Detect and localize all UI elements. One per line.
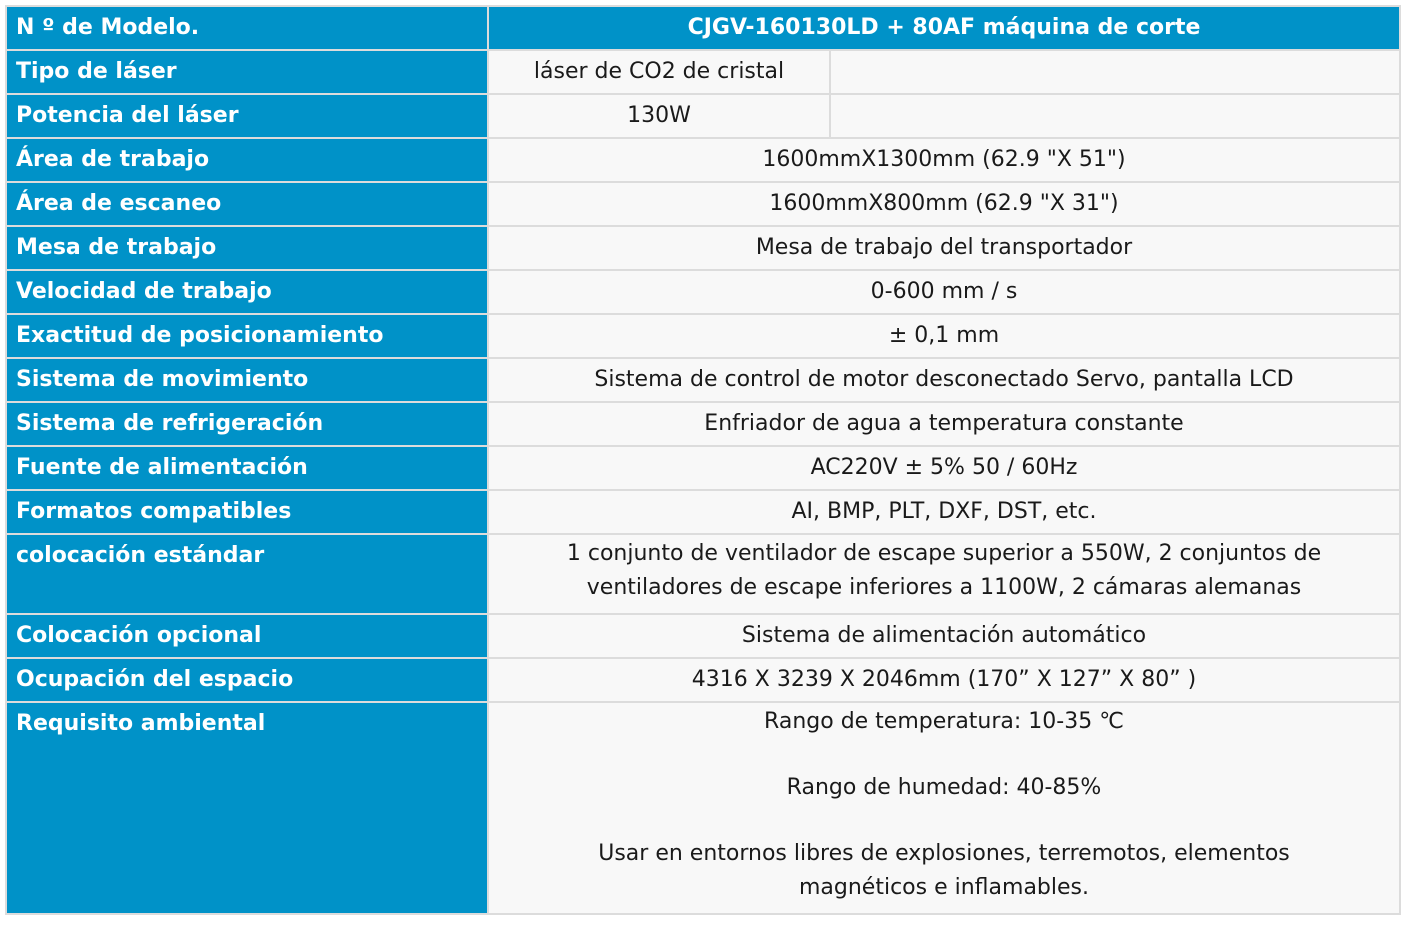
row-label: Velocidad de trabajo — [6, 270, 488, 314]
environment-value — [488, 702, 1400, 914]
row-value: 0-600 mm / s — [488, 270, 1400, 314]
table-row — [6, 446, 1400, 490]
optional-label: Colocación opcional — [6, 614, 488, 658]
laser-power-value: 130W — [488, 94, 830, 138]
laser-type-label: Tipo de láser — [6, 50, 488, 94]
standard-line-1: 1 conjunto de ventilador de escape superior a 550W, 2 conjuntos de — [566, 541, 1322, 566]
table-row — [6, 270, 1400, 314]
table-row-standard — [6, 534, 1400, 614]
space-label: Ocupación del espacio — [6, 658, 488, 702]
laser-type-value: láser de CO2 de cristal — [488, 50, 830, 94]
temperature-range: Rango de temperatura: 10-35 ℃ — [764, 709, 1124, 734]
row-value: ± 0,1 mm — [488, 314, 1400, 358]
table-row — [6, 138, 1400, 182]
table-row-environment — [6, 702, 1400, 914]
row-value: Mesa de trabajo del transportador — [488, 226, 1400, 270]
laser-power-empty-cell — [830, 94, 1400, 138]
table-row-space — [6, 658, 1400, 702]
laser-type-empty-cell — [830, 50, 1400, 94]
row-value: Enfriador de agua a temperatura constante — [488, 402, 1400, 446]
table-row — [6, 490, 1400, 534]
table-row — [6, 358, 1400, 402]
humidity-range: Rango de humedad: 40-85% — [786, 775, 1102, 800]
table-row — [6, 226, 1400, 270]
row-value: Sistema de control de motor desconectado Servo, pantalla LCD — [488, 358, 1400, 402]
usage-line-2: magnéticos e inflamables. — [798, 875, 1089, 900]
model-value: CJGV-160130LD + 80AF máquina de corte — [488, 6, 1400, 50]
standard-value — [488, 534, 1400, 614]
row-label: Sistema de refrigeración — [6, 402, 488, 446]
space-value: 4316 X 3239 X 2046mm (170” X 127” X 80” ) — [488, 658, 1400, 702]
standard-line-2: ventiladores de escape inferiores a 1100W, 2 cámaras alemanas — [586, 575, 1302, 600]
row-label: Fuente de alimentación — [6, 446, 488, 490]
table-row — [6, 182, 1400, 226]
table-row-model — [6, 6, 1400, 50]
table-row-laser-type — [6, 50, 1400, 94]
row-value: 1600mmX800mm (62.9 "X 31") — [488, 182, 1400, 226]
row-label: Mesa de trabajo — [6, 226, 488, 270]
table-row-optional — [6, 614, 1400, 658]
row-label: Área de trabajo — [6, 138, 488, 182]
row-label: Sistema de movimiento — [6, 358, 488, 402]
environment-label: Requisito ambiental — [6, 702, 488, 914]
standard-label: colocación estándar — [6, 534, 488, 614]
model-label: N º de Modelo. — [6, 6, 488, 50]
row-label: Exactitud de posicionamiento — [6, 314, 488, 358]
row-value: AI, BMP, PLT, DXF, DST, etc. — [488, 490, 1400, 534]
row-value: AC220V ± 5% 50 / 60Hz — [488, 446, 1400, 490]
row-label: Formatos compatibles — [6, 490, 488, 534]
table-row — [6, 402, 1400, 446]
table-row — [6, 314, 1400, 358]
row-label: Área de escaneo — [6, 182, 488, 226]
laser-power-label: Potencia del láser — [6, 94, 488, 138]
spec-table — [5, 5, 1401, 915]
usage-line-1: Usar en entornos libres de explosiones, terremotos, elementos — [598, 841, 1290, 866]
row-value: 1600mmX1300mm (62.9 "X 51") — [488, 138, 1400, 182]
optional-value: Sistema de alimentación automático — [488, 614, 1400, 658]
table-row-laser-power — [6, 94, 1400, 138]
